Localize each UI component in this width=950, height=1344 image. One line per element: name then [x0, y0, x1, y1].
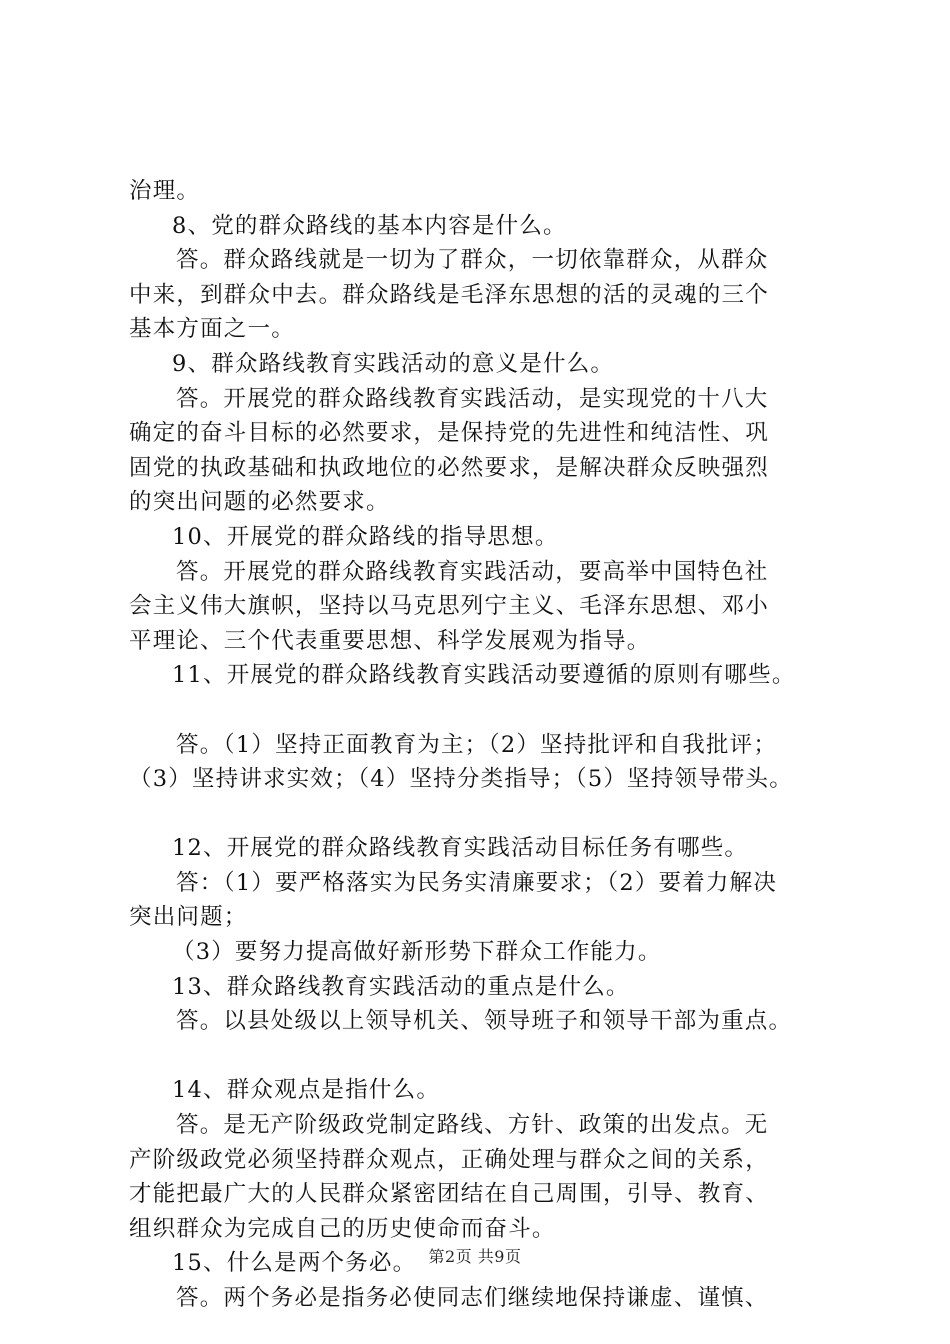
answer-12-line-2: 突出问题； [129, 904, 248, 931]
answer-8-line-1: 答。群众路线就是一切为了群众，一切依靠群众，从群众 [176, 247, 769, 274]
answer-9-line-4: 的突出问题的必然要求。 [129, 489, 390, 516]
question-13: 13、群众路线教育实践活动的重点是什么。 [172, 973, 630, 1000]
document-body [129, 174, 839, 1316]
text-line: 治理。 [129, 178, 201, 204]
question-10: 10、开展党的群众路线的指导思想。 [172, 523, 559, 550]
answer-10-line-2: 会主义伟大旗帜，坚持以马克思列宁主义、毛泽东思想、邓小 [129, 593, 769, 620]
answer-10-line-1: 答。开展党的群众路线教育实践活动，要高举中国特色社 [176, 558, 769, 585]
answer-9-line-2: 确定的奋斗目标的必然要求，是保持党的先进性和纯洁性、巩 [129, 420, 769, 447]
question-11: 11、开展党的群众路线教育实践活动要遵循的原则有哪些。 [172, 662, 796, 689]
answer-8-line-2: 中来，到群众中去。群众路线是毛泽东思想的活的灵魂的三个 [129, 281, 769, 308]
page-number-footer: 第2页 共9页 [428, 1247, 522, 1266]
answer-12-line-3: （3）要努力提高做好新形势下群众工作能力。 [172, 939, 662, 966]
question-14: 14、群众观点是指什么。 [172, 1077, 441, 1104]
answer-12-line-1: 答：（1）要严格落实为民务实清廉要求；（2）要着力解决 [176, 869, 778, 896]
answer-14-line-2: 产阶级政党必须坚持群众观点，正确处理与群众之间的关系， [129, 1146, 769, 1173]
answer-15-line-1: 答。两个务必是指务必使同志们继续地保持谦虚、谨慎、 [176, 1285, 769, 1311]
question-15: 15、什么是两个务必。 [172, 1250, 417, 1277]
paragraph-gap [129, 797, 839, 832]
answer-11-line-2: （3）坚持讲求实效；（4）坚持分类指导；（5）坚持领导带头。 [129, 766, 793, 793]
question-9: 9、群众路线教育实践活动的意义是什么。 [172, 350, 615, 377]
answer-14-line-4: 组织群众为完成自己的历史使命而奋斗。 [129, 1215, 556, 1242]
answer-14-line-3: 才能把最广大的人民群众紧密团结在自己周围，引导、教育、 [129, 1181, 769, 1208]
answer-9-line-3: 固党的执政基础和执政地位的必然要求，是解决群众反映强烈 [129, 454, 769, 481]
answer-13-line-1: 答。以县处级以上领导机关、领导班子和领导干部为重点。 [176, 1008, 793, 1035]
paragraph-gap [129, 693, 839, 728]
question-12: 12、开展党的群众路线教育实践活动目标任务有哪些。 [172, 835, 749, 862]
question-8: 8、党的群众路线的基本内容是什么。 [172, 212, 567, 239]
answer-11-line-1: 答。（1）坚持正面教育为主；（2）坚持批评和自我批评； [176, 731, 778, 758]
answer-8-line-3: 基本方面之一。 [129, 316, 295, 343]
answer-9-line-1: 答。开展党的群众路线教育实践活动，是实现党的十八大 [176, 385, 769, 412]
paragraph-gap [129, 1039, 839, 1074]
answer-14-line-1: 答。是无产阶级政党制定路线、方针、政策的出发点。无 [176, 1112, 769, 1139]
answer-10-line-3: 平理论、三个代表重要思想、科学发展观为指导。 [129, 627, 651, 654]
